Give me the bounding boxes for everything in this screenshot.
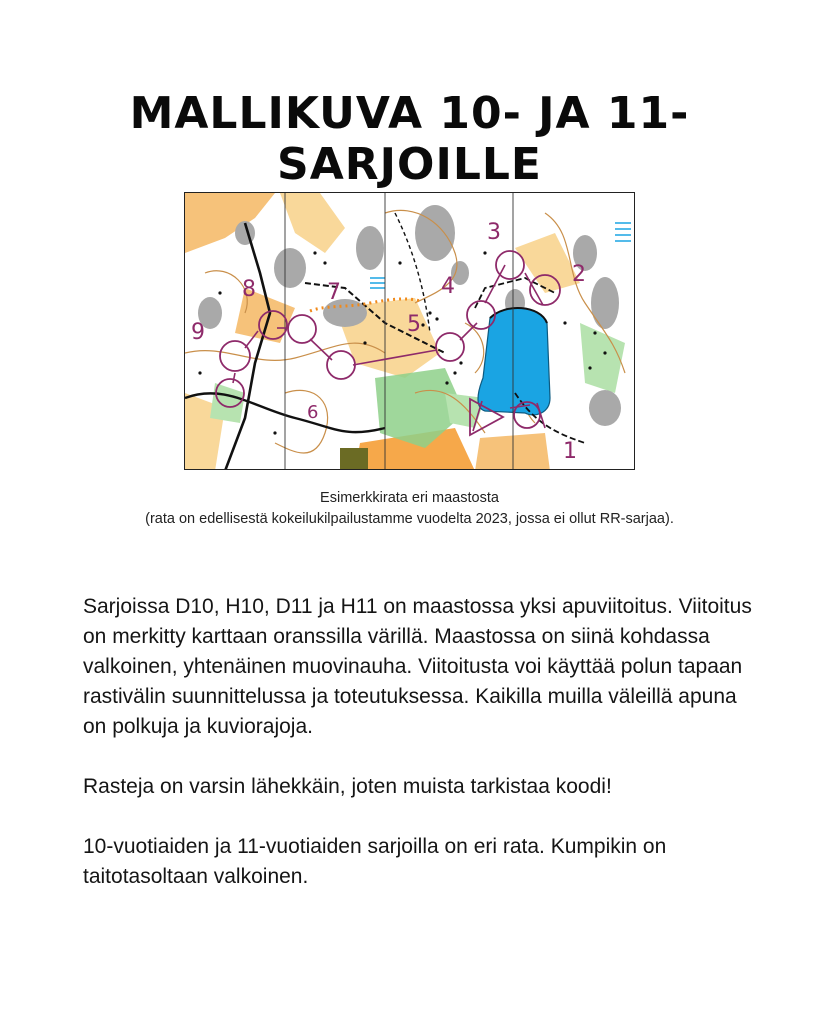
map-drawing [185, 193, 635, 470]
control-number-6: 6 [307, 402, 319, 423]
control-number-8: 8 [242, 277, 256, 302]
paragraph-courses: 10-vuotiaiden ja 11-vuotiaiden sarjoilla on eri rata. Kumpikin on taitotasoltaan valkoinen. [83, 835, 667, 888]
paragraph-check-code: Rasteja on varsin lähekkäin, joten muista tarkistaa koodi! [83, 775, 612, 798]
paragraph-guide-ribbon: Sarjoissa D10, H10, D11 ja H11 on maastossa yksi apuviitoitus. Viitoitus on merkitty karttaan oranssilla värillä. Maastossa on siinä kohdassa valkoinen, yhtenäinen muovinauha. Viitoitusta voi käyttää polun tapaan rastivälin suunnittelussa ja toteutuksessa. Kaikilla muilla väleillä apuna on polkuja ja kuviorajoja. [83, 595, 752, 738]
control-number-5: 5 [407, 312, 421, 337]
orienteering-map-image [184, 192, 635, 470]
control-number-2: 2 [572, 262, 586, 287]
control-number-4: 4 [441, 274, 455, 299]
control-number-3: 3 [487, 220, 501, 245]
control-number-1: 1 [563, 439, 577, 464]
lake [478, 308, 550, 415]
control-number-7: 7 [327, 280, 341, 305]
body-text [83, 592, 763, 922]
control-number-9: 9 [191, 320, 205, 345]
caption-line-1: Esimerkkirata eri maastosta [320, 490, 499, 506]
caption-line-2: (rata on edellisestä kokeilukilpailustamme vuodelta 2023, jossa ei ollut RR-sarjaa). [145, 511, 674, 527]
map-caption [0, 488, 819, 530]
page-title: MALLIKUVA 10- JA 11-SARJOILLE [129, 88, 690, 190]
